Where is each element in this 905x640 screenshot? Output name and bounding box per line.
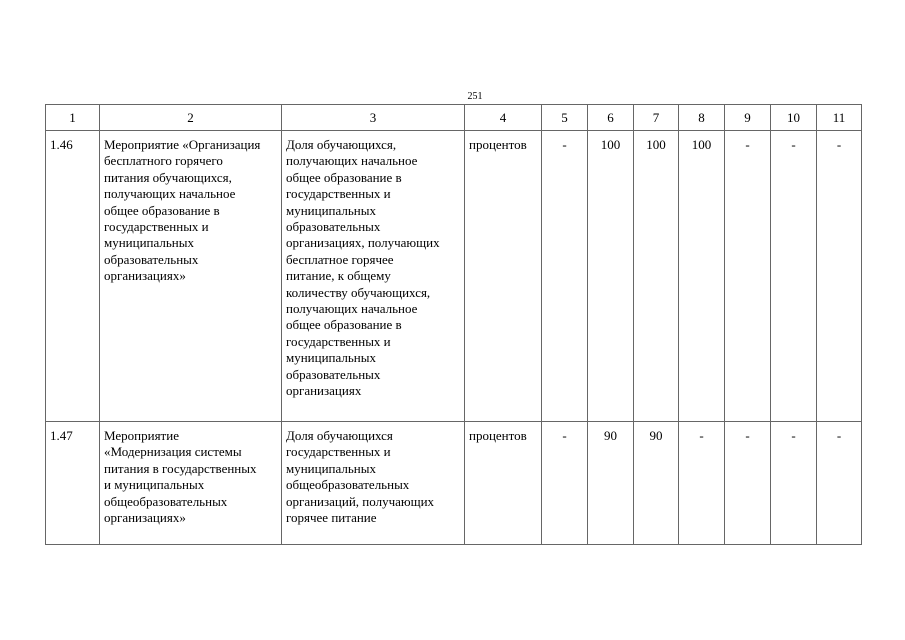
column-header: 11 xyxy=(817,105,862,131)
page-number: 251 xyxy=(467,91,483,102)
value-col-7: 90 xyxy=(649,428,663,443)
indicators-table xyxy=(45,104,862,545)
value-col-5: - xyxy=(562,428,567,443)
value-col-7: 100 xyxy=(646,137,666,152)
value-col-10: - xyxy=(791,137,796,152)
value-col-8: 100 xyxy=(691,137,712,152)
column-header: 8 xyxy=(679,105,725,131)
value-col-11: - xyxy=(836,428,842,443)
unit: процентов xyxy=(469,137,527,152)
table-row xyxy=(46,131,862,422)
event-name: Мероприятие «Модернизация системы питания в государственных и муниципальных общеобразовательных организациях» xyxy=(104,428,257,526)
unit: процентов xyxy=(469,428,527,443)
value-col-6: 100 xyxy=(600,137,621,152)
event-name: Мероприятие «Организация бесплатного горячего питания обучающихся, получающих начальное общее образование в государственных и муниципальных образовательных организациях» xyxy=(104,137,261,284)
column-header: 10 xyxy=(771,105,817,131)
column-header: 4 xyxy=(465,105,542,131)
column-header: 7 xyxy=(634,105,679,131)
value-col-9: - xyxy=(745,428,750,443)
column-header: 2 xyxy=(100,105,282,131)
value-col-5: - xyxy=(562,137,567,152)
table-row xyxy=(46,422,862,545)
column-header: 3 xyxy=(282,105,465,131)
header-row xyxy=(46,105,862,131)
column-header: 1 xyxy=(46,105,100,131)
value-col-8: - xyxy=(699,428,704,443)
column-header: 6 xyxy=(588,105,634,131)
indicator-name: Доля обучающихся государственных и муниципальных общеобразовательных организаций, получающих горячее питание xyxy=(286,428,435,526)
column-header: 5 xyxy=(542,105,588,131)
row-number: 1.47 xyxy=(50,428,73,443)
value-col-10: - xyxy=(791,428,796,443)
row-number: 1.46 xyxy=(50,137,73,152)
value-col-9: - xyxy=(745,137,750,152)
indicator-name: Доля обучающихся, получающих начальное общее образование в государственных и муниципальных образовательных организациях, получающих бесплатное горячее питание, к общему количеству обучающихся, получающих начальное общее образование в государственных и муниципальных образовательных организациях xyxy=(286,137,440,399)
value-col-6: 90 xyxy=(604,428,617,443)
column-header: 9 xyxy=(725,105,771,131)
value-col-11: - xyxy=(836,137,842,152)
